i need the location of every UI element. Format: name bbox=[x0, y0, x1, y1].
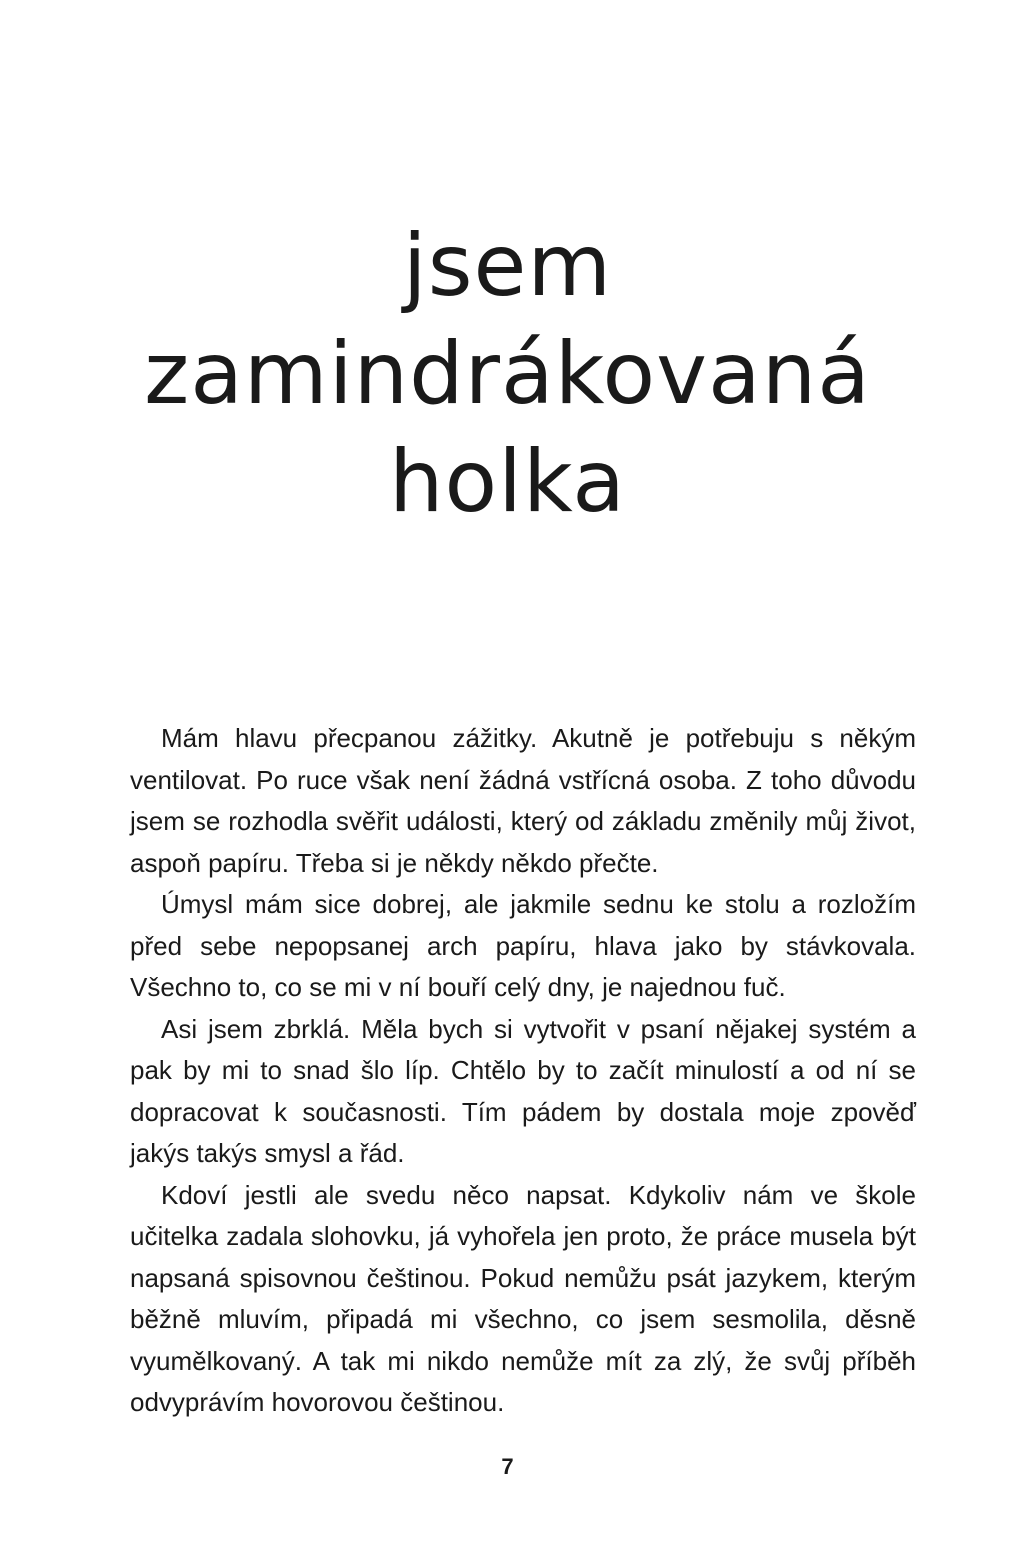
chapter-title bbox=[0, 212, 1015, 536]
chapter-title-line: jsem bbox=[402, 216, 613, 316]
paragraph: Úmysl mám sice dobrej, ale jakmile sednu ke stolu a rozložím před sebe nepopsanej arch papíru, hlava jako by stávkovala. Všechno to, co se mi v ní bouří celý dny, je najednou fuč. bbox=[130, 889, 916, 1002]
body-text bbox=[130, 718, 916, 1424]
chapter-title-line: zamindrákovaná bbox=[144, 324, 871, 424]
page-number: 7 bbox=[501, 1454, 514, 1479]
paragraph: Mám hlavu přecpanou zážitky. Akutně je potřebuju s někým ventilovat. Po ruce však není žádná vstřícná osoba. Z toho důvodu jsem se rozhodla svěřit události, který od základu změnily můj život, aspoň papíru. Třeba si je někdy někdo přečte. bbox=[130, 723, 916, 878]
paragraph: Kdoví jestli ale svedu něco napsat. Kdykoliv nám ve škole učitelka zadala slohovku, já vyhořela jen proto, že práce musela být napsaná spisovnou češtinou. Pokud nemůžu psát jazykem, kterým běžně mluvím, připadá mi všechno, co jsem sesmolila, děsně vyumělkovaný. A tak mi nikdo nemůže mít za zlý, že svůj příběh odvyprávím hovorovou češtinou. bbox=[130, 1179, 916, 1417]
paragraph: Asi jsem zbrklá. Měla bych si vytvořit v psaní nějakej systém a pak by mi to snad šlo líp. Chtělo by to začít minulostí a od ní se dopracovat k současnosti. Tím pádem by dostala moje zpověď jakýs takýs smysl a řád. bbox=[130, 1013, 916, 1168]
chapter-title-line: holka bbox=[388, 432, 626, 532]
